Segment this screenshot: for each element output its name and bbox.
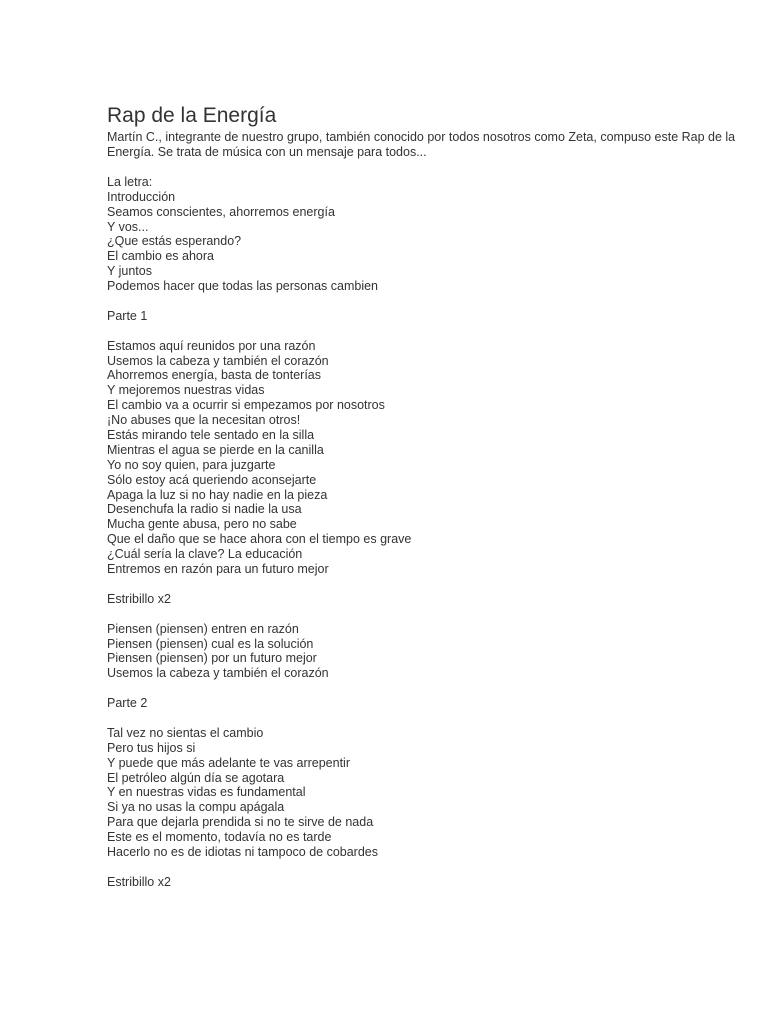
lyric-line: Usemos la cabeza y también el corazón [107,666,329,681]
lyric-line: Podemos hacer que todas las personas cambien [107,279,378,294]
lyric-line: Estribillo x2 [107,591,171,606]
blank-line [107,681,747,696]
lyric-line: Y juntos [107,264,152,279]
lyric-line: Tal vez no sientas el cambio [107,725,264,740]
document-intro: Martín C., integrante de nuestro grupo, también conocido por todos nosotros como Zeta, compuso este Rap de la Energía. Se trata de música con un mensaje para todos... [107,130,736,159]
lyric-line: Estás mirando tele sentado en la silla [107,428,315,443]
blank-line [107,607,747,622]
lyric-line: Hacerlo no es de idiotas ni tampoco de cobardes [107,844,378,859]
lyric-line: Seamos conscientes, ahorremos energía [107,204,335,219]
lyric-line: Y vos... [107,219,149,234]
blank-line [107,860,747,875]
lyric-line: Si ya no usas la compu apágala [107,800,285,815]
lyric-line: ¿Cuál sería la clave? La educación [107,547,303,562]
spacer [107,160,747,175]
lyric-line: El cambio va a ocurrir si empezamos por nosotros [107,398,385,413]
lyric-line: Este es el momento, todavía no es tarde [107,830,332,845]
lyric-line: Entremos en razón para un futuro mejor [107,562,329,577]
lyrics-body [107,175,747,890]
lyric-line: Y mejoremos nuestras vidas [107,383,265,398]
lyric-line: ¿Que estás esperando? [107,234,242,249]
lyric-line: Piensen (piensen) por un futuro mejor [107,651,317,666]
lyric-line: Parte 1 [107,308,148,323]
lyric-line: Usemos la cabeza y también el corazón [107,353,329,368]
lyric-line: Piensen (piensen) cual es la solución [107,636,314,651]
lyric-line: Pero tus hijos si [107,740,196,755]
lyric-line: Para que dejarla prendida si no te sirve de nada [107,815,374,830]
blank-line [107,711,747,726]
lyric-line: Y puede que más adelante te vas arrepentir [107,755,350,770]
document-page [107,104,747,890]
lyric-line: El petróleo algún día se agotara [107,770,285,785]
lyric-line: Mucha gente abusa, pero no sabe [107,517,297,532]
lyric-line: ¡No abuses que la necesitan otros! [107,413,301,428]
blank-line [107,294,747,309]
lyric-line: Parte 2 [107,696,148,711]
lyric-line: Yo no soy quien, para juzgarte [107,457,276,472]
lyric-line: Sólo estoy acá queriendo aconsejarte [107,472,317,487]
lyric-line: Desenchufa la radio si nadie la usa [107,502,302,517]
lyric-line: La letra: [107,174,153,189]
document-title: Rap de la Energía [107,104,277,127]
lyric-line: Apaga la luz si no hay nadie en la pieza [107,487,328,502]
lyric-line: Introducción [107,189,176,204]
lyric-line: Estamos aquí reunidos por una razón [107,338,316,353]
lyric-line: El cambio es ahora [107,249,215,264]
lyric-line: Mientras el agua se pierde en la canilla [107,442,324,457]
blank-line [107,324,747,339]
lyric-line: Estribillo x2 [107,874,171,889]
lyric-line: Piensen (piensen) entren en razón [107,621,299,636]
lyric-line: Y en nuestras vidas es fundamental [107,785,306,800]
blank-line [107,577,747,592]
lyric-line: Ahorremos energía, basta de tonterías [107,368,322,383]
lyric-line: Que el daño que se hace ahora con el tiempo es grave [107,532,412,547]
